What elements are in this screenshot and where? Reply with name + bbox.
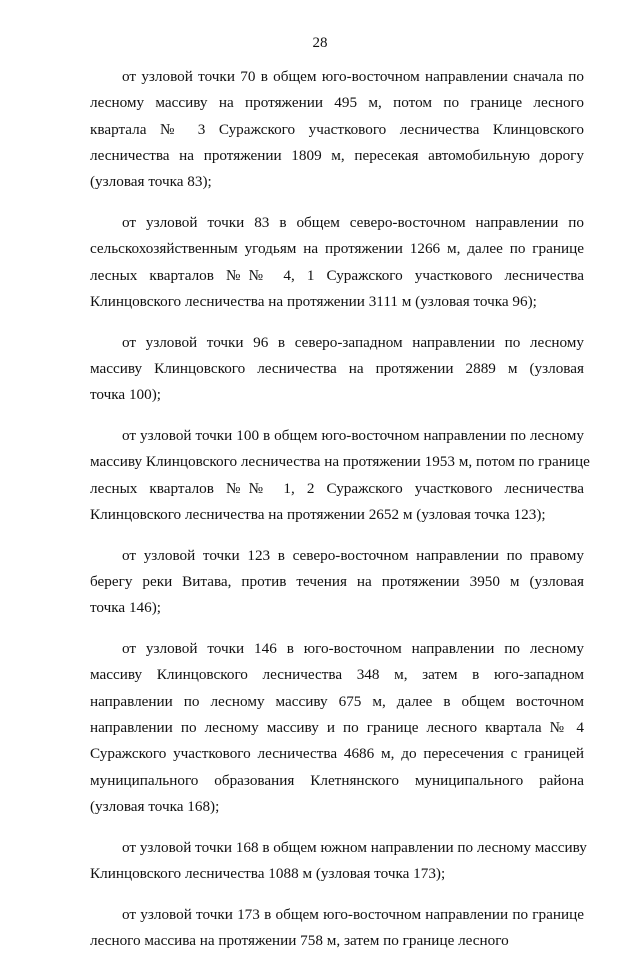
text-line: лесного массива на протяжении 758 м, затем по границе лесного [90, 932, 509, 950]
text-line: лесному массиву на протяжении 495 м, потом по границе лесного [90, 94, 584, 112]
paragraph [90, 210, 584, 315]
text-line: лесных кварталов №№ 4, 1 Суражского участкового лесничества [90, 266, 584, 284]
text-line: лесных кварталов №№ 1, 2 Суражского участкового лесничества [90, 479, 584, 497]
text-line: от узловой точки 168 в общем южном направлении по лесному массиву [122, 838, 587, 856]
text-line: массиву Клинцовского лесничества на протяжении 1953 м, потом по границе [90, 453, 590, 471]
paragraph [90, 636, 584, 820]
text-line: направлении по лесному массиву 675 м, далее в общем восточном [90, 692, 584, 710]
paragraph [90, 423, 590, 528]
paragraph [90, 835, 587, 888]
text-line: муниципального образования Клетнянского муниципального района [90, 771, 584, 789]
paragraph [90, 330, 584, 409]
text-line: лесничества на протяжении 1809 м, пересекая автомобильную дорогу [90, 146, 584, 164]
text-line: Клинцовского лесничества 1088 м (узловая точка 173); [90, 865, 446, 883]
text-line: (узловая точка 168); [90, 797, 220, 815]
text-line: точка 146); [90, 599, 162, 617]
text-line: от узловой точки 70 в общем юго-восточном направлении сначала по [122, 68, 584, 85]
paragraph [90, 64, 584, 195]
text-line: квартала № 3 Суражского участкового лесничества Клинцовского [90, 120, 584, 138]
paragraph [90, 543, 584, 622]
text-line: от узловой точки 83 в общем северо-восточном направлении по [122, 213, 584, 231]
text-line: Клинцовского лесничества на протяжении 2652 м (узловая точка 123); [90, 505, 546, 523]
page-number: 28 [312, 35, 328, 51]
text-line: от узловой точки 96 в северо-западном направлении по лесному [122, 333, 584, 351]
text-line: массиву Клинцовского лесничества на протяжении 2889 м (узловая [90, 359, 584, 377]
text-line: Клинцовского лесничества на протяжении 3111 м (узловая точка 96); [90, 292, 537, 310]
text-line: от узловой точки 123 в северо-восточном направлении по правому [122, 546, 584, 564]
text-line: массиву Клинцовского лесничества 348 м, затем в юго-западном [90, 666, 584, 684]
paragraph [90, 902, 584, 955]
text-line: от узловой точки 100 в общем юго-восточном направлении по лесному [122, 427, 584, 445]
text-line: от узловой точки 146 в юго-восточном направлении по лесному [122, 640, 584, 658]
text-line: Суражского участкового лесничества 4686 м, до пересечения с границей [90, 745, 584, 763]
text-line: точка 100); [90, 386, 162, 404]
body-text [90, 64, 590, 969]
text-line: берегу реки Витава, против течения на протяжении 3950 м (узловая [90, 573, 584, 591]
text-line: от узловой точки 173 в общем юго-восточном направлении по границе [122, 905, 584, 923]
text-line: сельскохозяйственным угодьям на протяжении 1266 м, далее по границе [90, 240, 584, 258]
text-line: (узловая точка 83); [90, 173, 212, 191]
text-line: направлении по лесному массиву и по границе лесного квартала № 4 [90, 719, 584, 737]
